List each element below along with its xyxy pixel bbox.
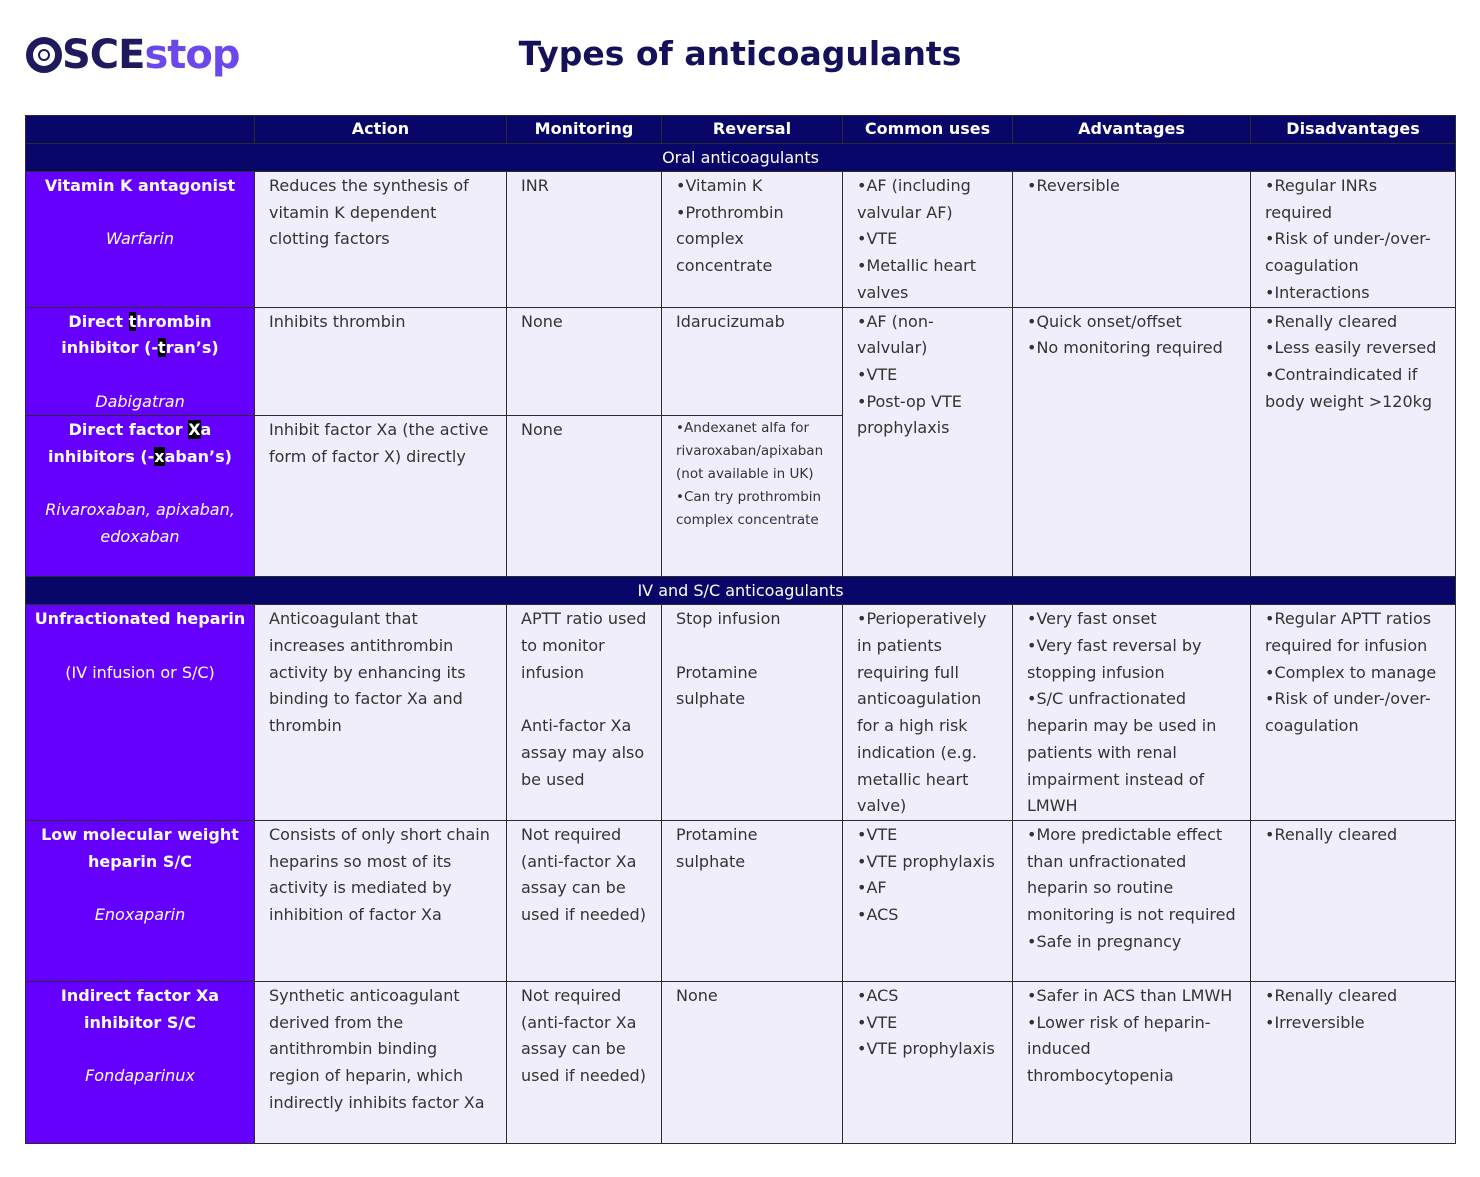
drug-name: Rivaroxaban, apixaban, edoxaban	[45, 500, 235, 547]
disadvantages-cell-shared: •Renally cleared •Less easily reversed •Contraindicated if body weight >120kg	[1251, 307, 1456, 577]
row-name-dti: Direct thrombin inhibitor (-tran’s) Dabigatran	[26, 307, 255, 416]
reversal-cell: •Vitamin K •Prothrombin complex concentrate	[662, 172, 843, 308]
uses-cell-shared: •AF (non-valvular) •VTE •Post-op VTE prophylaxis	[843, 307, 1013, 577]
section-row-ivsc	[26, 577, 1456, 605]
header-advantages: Advantages	[1013, 116, 1251, 144]
section-row-oral	[26, 144, 1456, 172]
action-cell: Inhibit factor Xa (the active form of factor X) directly	[255, 416, 507, 577]
drug-name: Dabigatran	[95, 391, 185, 411]
logo-text-sce: SCE	[62, 32, 145, 78]
logo-text-stop: stop	[144, 32, 240, 78]
action-cell: Inhibits thrombin	[255, 307, 507, 416]
uses-cell: •Perioperatively in patients requiring full anticoagulation for a high risk indication (e.g. metallic heart valve)	[843, 605, 1013, 821]
monitoring-cell: APTT ratio used to monitor infusion Anti-factor Xa assay may also be used	[507, 605, 662, 821]
header-disadvantages: Disadvantages	[1251, 116, 1456, 144]
advantages-cell-shared: •Quick onset/offset •No monitoring required	[1013, 307, 1251, 577]
anticoagulants-table	[25, 115, 1456, 1144]
action-cell: Synthetic anticoagulant derived from the antithrombin binding region of heparin, which indirectly inhibits factor Xa	[255, 981, 507, 1143]
reversal-cell: Protamine sulphate	[662, 820, 843, 981]
row-name-lmwh: Low molecular weight heparin S/C Enoxaparin	[26, 820, 255, 981]
advantages-cell: •More predictable effect than unfractionated heparin so routine monitoring is not required •Safe in pregnancy	[1013, 820, 1251, 981]
monitoring-cell: Not required (anti-factor Xa assay can be used if needed)	[507, 981, 662, 1143]
monitoring-cell: Not required (anti-factor Xa assay can be used if needed)	[507, 820, 662, 981]
disadvantages-cell: •Renally cleared	[1251, 820, 1456, 981]
drug-name: Warfarin	[106, 229, 174, 249]
advantages-cell: •Very fast onset •Very fast reversal by stopping infusion •S/C unfractionated heparin may be used in patients with renal impairment instead of LMWH	[1013, 605, 1251, 821]
disadvantages-cell: •Regular INRs required •Risk of under-/over-coagulation •Interactions	[1251, 172, 1456, 308]
reversal-cell: •Andexanet alfa for rivaroxaban/apixaban (not available in UK) •Can try prothrombin complex concentrate	[662, 416, 843, 577]
header-empty	[26, 116, 255, 144]
header-reversal: Reversal	[662, 116, 843, 144]
row-name-dxa: Direct factor Xa inhibitors (-xaban’s) Rivaroxaban, apixaban, edoxaban	[26, 416, 255, 577]
disadvantages-cell: •Renally cleared •Irreversible	[1251, 981, 1456, 1143]
page-title: Types of anticoagulants	[518, 34, 962, 73]
table-row	[26, 307, 1456, 416]
monitoring-cell: INR	[507, 172, 662, 308]
uses-cell: •AF (including valvular AF) •VTE •Metallic heart valves	[843, 172, 1013, 308]
section-oral-anticoagulants: Oral anticoagulants	[26, 144, 1456, 172]
action-cell: Anticoagulant that increases antithrombin activity by enhancing its binding to factor Xa and thrombin	[255, 605, 507, 821]
action-cell: Reduces the synthesis of vitamin K dependent clotting factors	[255, 172, 507, 308]
table-row	[26, 981, 1456, 1143]
monitoring-cell: None	[507, 416, 662, 577]
route-text: (IV infusion or S/C)	[65, 662, 215, 682]
row-name-vka: Vitamin K antagonist Warfarin	[26, 172, 255, 308]
drug-name: Fondaparinux	[85, 1066, 195, 1086]
header-row	[26, 116, 1456, 144]
row-name-ufh: Unfractionated heparin (IV infusion or S/C)	[26, 605, 255, 821]
disadvantages-cell: •Regular APTT ratios required for infusion •Complex to manage •Risk of under-/over-coagulation	[1251, 605, 1456, 821]
uses-cell: •VTE •VTE prophylaxis •AF •ACS	[843, 820, 1013, 981]
header-action: Action	[255, 116, 507, 144]
table-row	[26, 172, 1456, 308]
reversal-cell: Idarucizumab	[662, 307, 843, 416]
action-cell: Consists of only short chain heparins so most of its activity is mediated by inhibition of factor Xa	[255, 820, 507, 981]
table-row	[26, 605, 1456, 821]
advantages-cell: •Safer in ACS than LMWH •Lower risk of heparin-induced thrombocytopenia	[1013, 981, 1251, 1143]
reversal-cell: None	[662, 981, 843, 1143]
table-row	[26, 820, 1456, 981]
header-monitoring: Monitoring	[507, 116, 662, 144]
section-iv-sc-anticoagulants: IV and S/C anticoagulants	[26, 577, 1456, 605]
reversal-cell: Stop infusion Protamine sulphate	[662, 605, 843, 821]
uses-cell: •ACS •VTE •VTE prophylaxis	[843, 981, 1013, 1143]
drug-name: Enoxaparin	[94, 905, 186, 925]
header-common-uses: Common uses	[843, 116, 1013, 144]
advantages-cell: •Reversible	[1013, 172, 1251, 308]
row-name-ifxa: Indirect factor Xa inhibitor S/C Fondaparinux	[26, 981, 255, 1143]
monitoring-cell: None	[507, 307, 662, 416]
